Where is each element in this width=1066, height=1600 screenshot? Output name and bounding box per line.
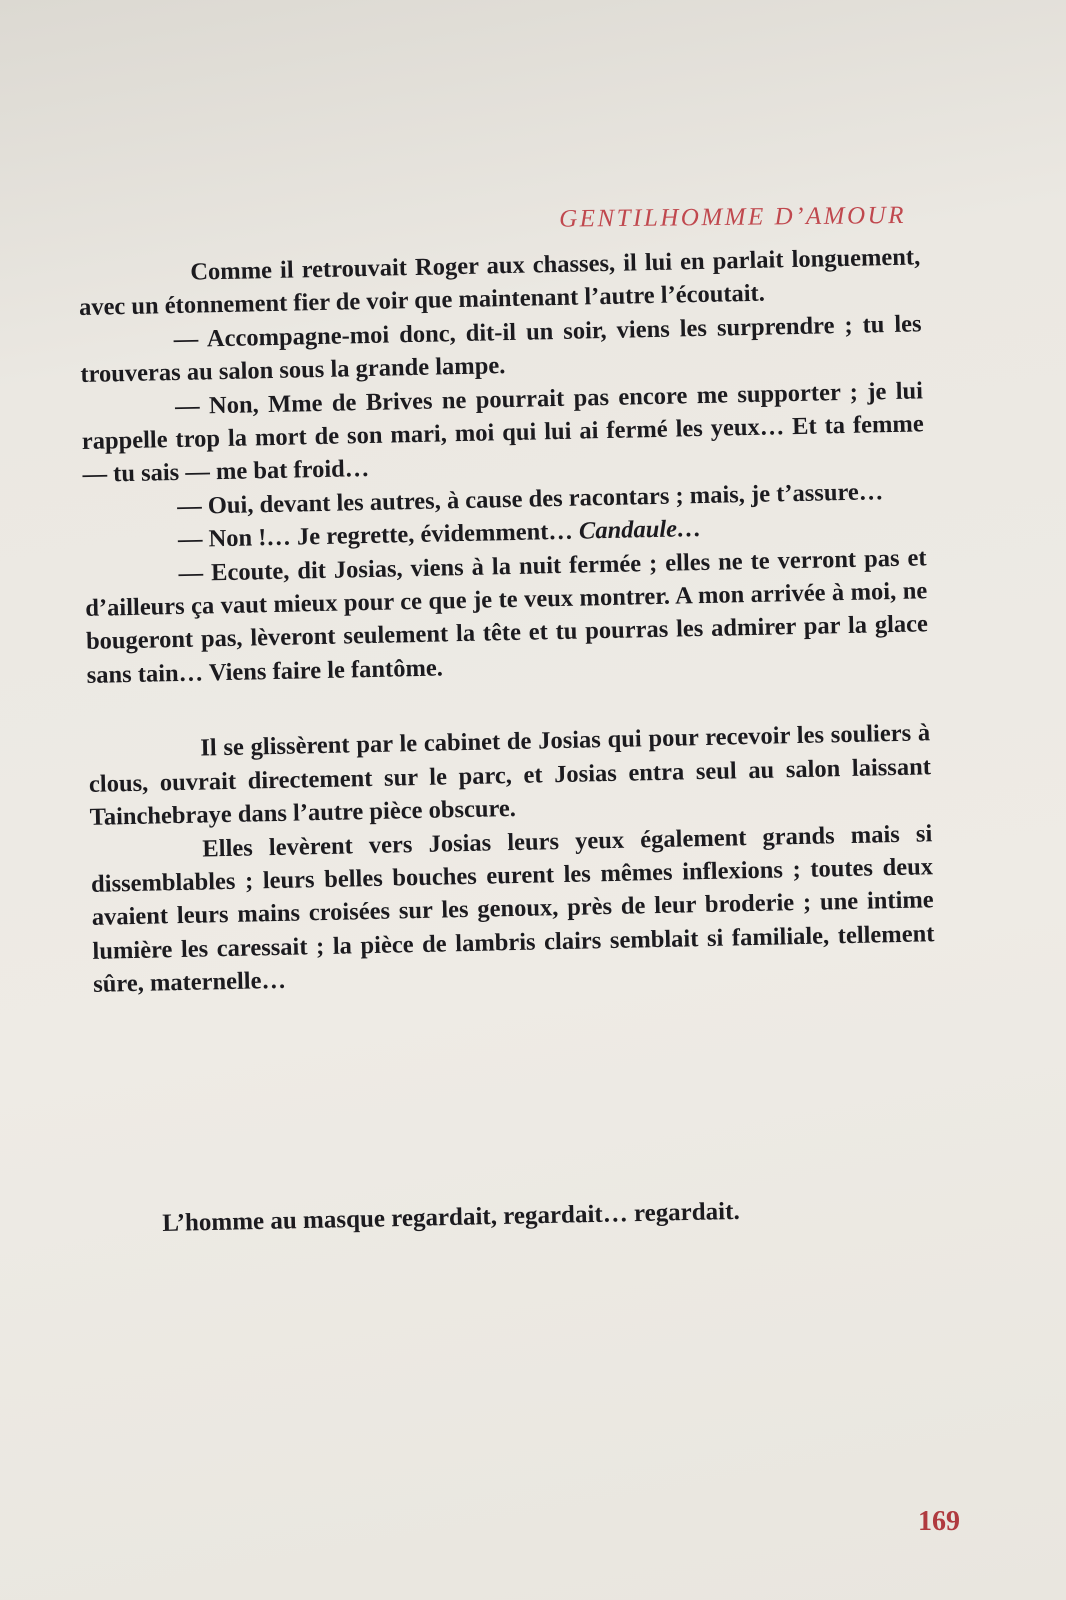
dialogue-line: — Oui, devant les autres, à cause des racontars ; mais, je t’assure… <box>176 478 884 520</box>
dialogue-text: — Non !… Je regrette, évidemment… <box>177 517 580 554</box>
page-number: 169 <box>918 1506 960 1537</box>
italic-word: Candaule… <box>578 515 702 545</box>
paragraph: Il se glissèrent par le cabinet de Josias qui pour recevoir les souliers à clous, ouvrait directement sur le parc, et Josias entra seul au salon laissant Tainchebraye dans l’autre pièce obscure. <box>88 719 932 831</box>
paragraph: Elles levèrent vers Josias leurs yeux également grands mais si dissemblables ; leurs belles bouches eurent les mêmes inflexions ; toutes deux avaient leurs mains croisées sur les genoux, près de leur broderie ; une intime lumière les caressait ; la pièce de lambris clairs semblait si familiale, tellement sûre, maternelle… <box>90 819 935 998</box>
dialogue-line: — Non, Mme de Brives ne pourrait pas encore me supporter ; je lui rappelle trop la mort de son mari, moi qui lui ai fermé les yeux… Et ta femme — tu sais — me bat froid… <box>81 376 924 489</box>
dialogue-line: — Accompagne-moi donc, dit-il un soir, viens les surprendre ; tu les trouveras au salon sous la grande lampe. <box>80 310 922 389</box>
running-title: GENTILHOMME D’AMOUR <box>559 202 907 233</box>
body-text <box>78 240 935 1001</box>
closing-line: L’homme au masque regardait, regardait… regardait. <box>162 1197 740 1237</box>
paragraph: Comme il retrouvait Roger aux chasses, il lui en parlait longuement, avec un étonnement fier de voir que maintenant l’autre l’écoutait. <box>78 243 921 322</box>
dialogue-line: — Ecoute, dit Josias, viens à la nuit fermée ; elles ne te verront pas et d’ailleurs ça vaut mieux pour ce que je te veux montrer. A mon arrivée à moi, ne bougeront pas, lèveront seulement la tête et tu pourras les admirer par la glace sans tain… Viens faire le fantôme. <box>85 543 929 689</box>
